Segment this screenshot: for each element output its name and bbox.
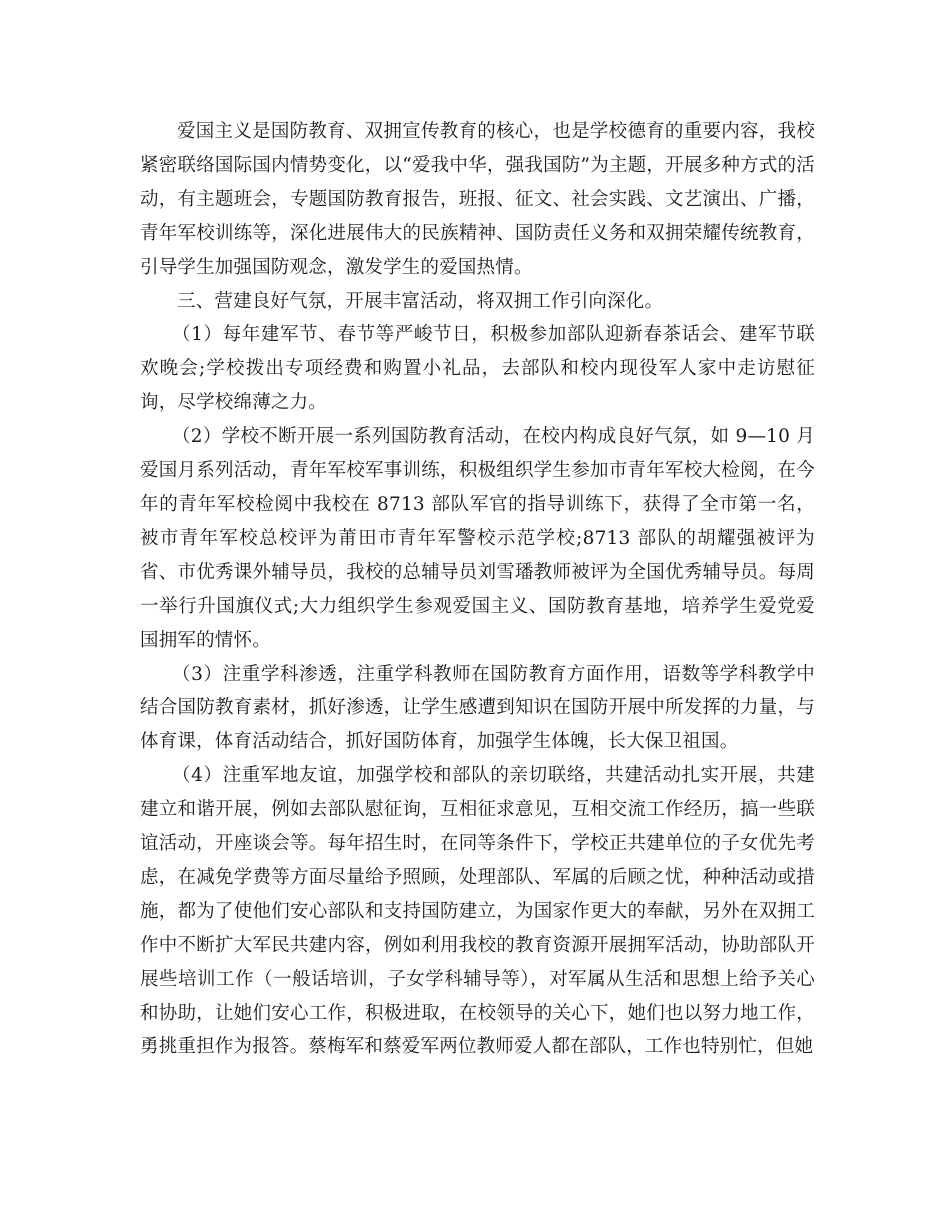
section-heading-three: 三、营建良好气氛，开展丰富活动，将双拥工作引向深化。 (177, 290, 664, 312)
paragraph-item-2: （2）学校不断开展一系列国防教育活动，在校内构成良好气氛，如 9—10 月爱国月系列活动，青年军校军事训练，积极组织学生参加市青年军校大检阅，在今年的青年军校检阅中我校在 8713 部队军官的指导训练下，获得了全市第一名，被市青年军校总校评为莆田市青年军警校示范学校;8713 部队的胡耀强被评为省、市优秀课外辅导员，我校的总辅导员刘雪璠教师被评为全国优秀辅导员。每周一举行升国旗仪式;大力组织学生参观爱国主义、国防教育基地，培养学生爱党爱国拥军的情怀。 (140, 426, 815, 651)
paragraph-item-4: （4）注重军地友谊，加强学校和部队的亲切联络，共建活动扎实开展，共建建立和谐开展，例如去部队慰征询，互相征求意见，互相交流工作经历，搞一些联谊活动，开座谈会等。每年招生时，在同等条件下，学校正共建单位的子女优先考虑，在减免学费等方面尽量给予照顾，处理部队、军属的后顾之忧，种种活动或措施，都为了使他们安心部队和支持国防建立，为国家作更大的奉献，另外在双拥工作中不断扩大军民共建内容，例如利用我校的教育资源开展拥军活动，协助部队开展些培训工作（一般话培训，子女学科辅导等），对军属从生活和思想上给予关心和协助，让她们安心工作，积极进取，在校领导的关心下，她们也以努力地工作，勇挑重担作为报答。蔡梅军和蔡爱军两位教师爱人都在部队，工作也特别忙，但她 (140, 765, 815, 1058)
document-body (140, 115, 815, 1064)
paragraph-patriotism: 爱国主义是国防教育、双拥宣传教育的核心，也是学校德育的重要内容，我校紧密联络国际国内情势变化，以“爱我中华，强我国防”为主题，开展多种方式的活动，有主题班会，专题国防教育报告，班报、征文、社会实践、文艺演出、广播，青年军校训练等，深化进展伟大的民族精神、国防责任义务和双拥荣耀传统教育，引导学生加强国防观念，激发学生的爱国热情。 (140, 121, 815, 278)
paragraph-item-3: （3）注重学科渗透，注重学科教师在国防教育方面作用，语数等学科教学中结合国防教育素材，抓好渗透，让学生感遭到知识在国防开展中所发挥的力量，与体育课，体育活动结合，抓好国防体育，加强学生体魄，长大保卫祖国。 (140, 663, 815, 753)
paragraph-item-1: （1）每年建军节、春节等严峻节日，积极参加部队迎新春茶话会、建军节联欢晚会;学校拨出专项经费和购置小礼品，去部队和校内现役军人家中走访慰征询，尽学校绵薄之力。 (140, 324, 815, 414)
